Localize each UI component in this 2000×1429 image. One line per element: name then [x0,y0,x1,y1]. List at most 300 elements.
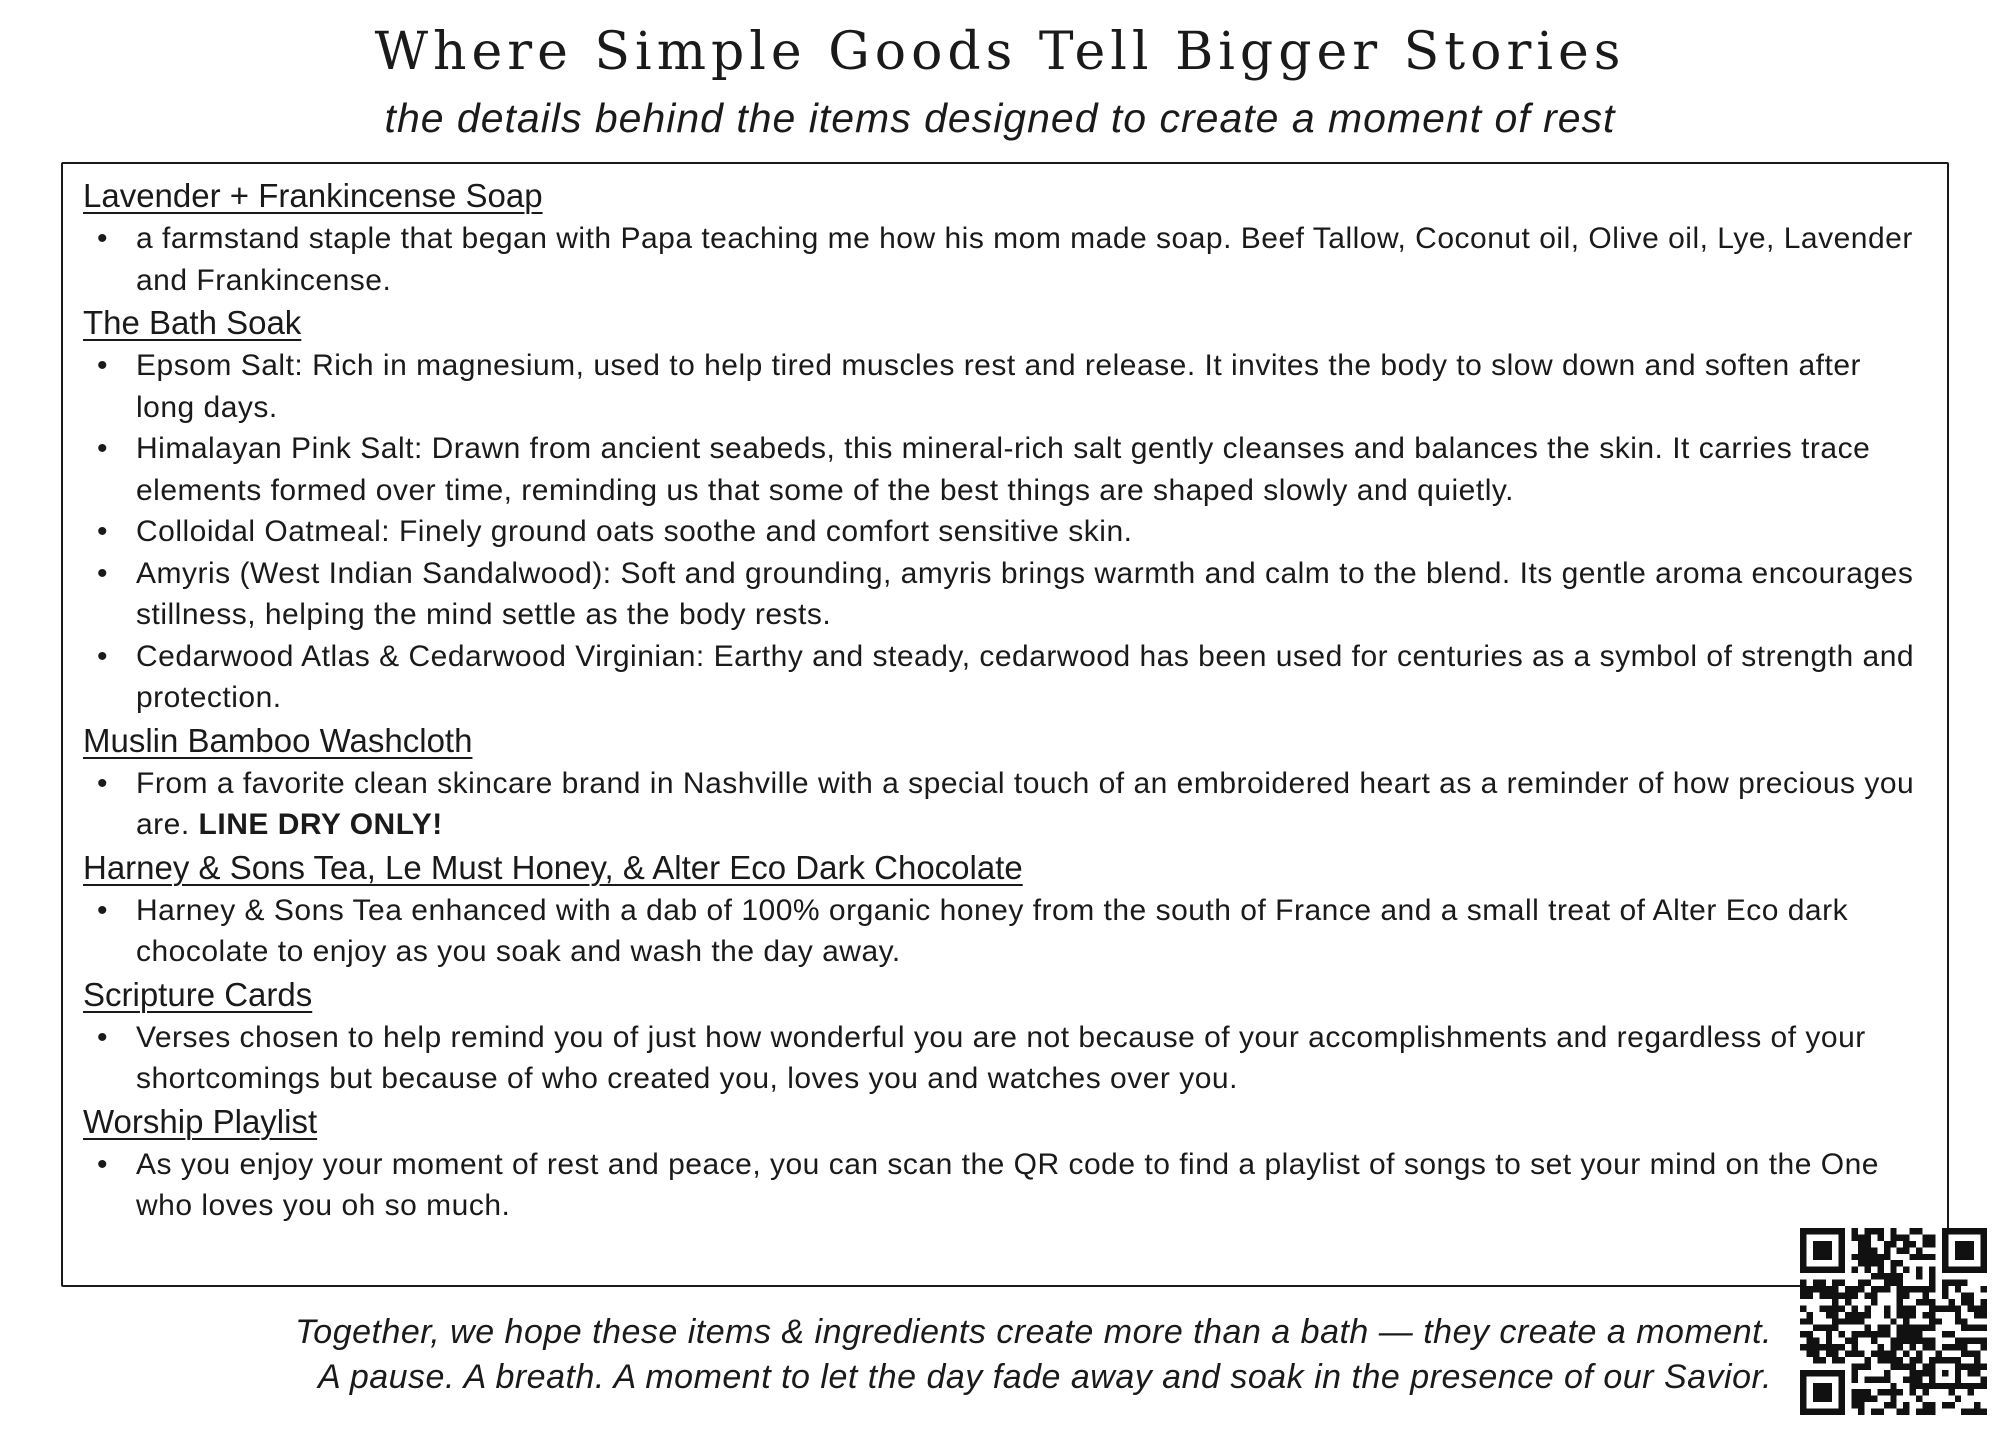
qr-module [1929,1267,1935,1273]
qr-module [1903,1286,1909,1292]
qr-module [1955,1305,1961,1311]
qr-module [1968,1409,1974,1415]
qr-module [1852,1344,1858,1350]
qr-module [1864,1396,1870,1402]
qr-module [1910,1254,1916,1260]
qr-module [1813,1338,1819,1344]
qr-module [1981,1344,1987,1350]
qr-module [1923,1389,1929,1395]
qr-module [1916,1331,1922,1337]
qr-module [1981,1305,1987,1311]
qr-module [1903,1363,1909,1369]
qr-module [1923,1383,1929,1389]
qr-module [1832,1299,1838,1305]
qr-module [1806,1351,1812,1357]
qr-module [1910,1286,1916,1292]
qr-module [1890,1389,1896,1395]
qr-module [1981,1299,1987,1305]
qr-module [1864,1280,1870,1286]
qr-module [1826,1325,1832,1331]
qr-module [1858,1331,1864,1337]
qr-module [1858,1318,1864,1324]
qr-module [1897,1338,1903,1344]
bullet-icon: • [97,432,109,465]
qr-module [1903,1305,1909,1311]
qr-module [1877,1325,1883,1331]
bullet-icon: • [97,349,109,382]
qr-module [1884,1273,1890,1279]
qr-module [1916,1286,1922,1292]
qr-module [1852,1351,1858,1357]
closing-message [295,1310,1772,1400]
section-heading: Worship Playlist [83,1102,318,1140]
qr-module [1929,1409,1935,1415]
details-card [61,162,1949,1287]
qr-module [1974,1338,1980,1344]
qr-module [1877,1273,1883,1279]
qr-module [1884,1351,1890,1357]
qr-module [1813,1383,1832,1402]
qr-module [1903,1234,1909,1240]
qr-module [1864,1260,1870,1266]
qr-module [1961,1351,1967,1357]
qr-module [1981,1286,1987,1292]
bullet-icon: • [97,766,109,800]
qr-module [1884,1312,1890,1318]
qr-module [1864,1267,1870,1273]
list-item-text: As you enjoy your moment of rest and peace, you can scan the QR code to find a playlist of songs to set your mind on the One who loves you oh so much. [136,1147,1879,1222]
qr-module [1800,1331,1806,1337]
qr-module [1910,1357,1916,1363]
qr-module [1845,1318,1851,1324]
qr-module [1929,1312,1935,1318]
qr-module [1839,1292,1845,1298]
qr-module [1813,1325,1819,1331]
qr-module [1832,1286,1838,1292]
qr-module [1955,1396,1961,1402]
qr-module [1916,1273,1922,1279]
qr-module [1884,1241,1890,1247]
qr-module [1871,1409,1877,1415]
qr-module [1858,1363,1864,1369]
qr-module [1884,1376,1890,1382]
list-item-text: Cedarwood Atlas & Cedarwood Virginian: Earthy and steady, cedarwood has been used for centuries as a symbol of strength and protection. [136,639,1915,714]
qr-module [1890,1267,1896,1273]
qr-module [1858,1254,1864,1260]
qr-module [1839,1331,1845,1337]
list-item-text: Colloidal Oatmeal: Finely ground oats soothe and comfort sensitive skin. [136,515,1133,548]
qr-module [1806,1312,1812,1318]
qr-module [1864,1247,1870,1253]
qr-module [1832,1325,1838,1331]
qr-module [1910,1312,1916,1318]
qr-module [1916,1338,1922,1344]
qr-module [1852,1292,1858,1298]
qr-module [1968,1363,1974,1369]
qr-module [1910,1370,1916,1376]
qr-module [1974,1305,1980,1311]
qr-module [1852,1363,1858,1369]
bullet-icon: • [97,1020,109,1054]
qr-module [1864,1363,1870,1369]
qr-module [1871,1292,1877,1298]
qr-module [1897,1247,1903,1253]
qr-module [1903,1402,1909,1408]
qr-module [1839,1344,1845,1350]
qr-module [1877,1344,1883,1350]
qr-module [1819,1286,1825,1292]
qr-module [1897,1234,1903,1240]
qr-module [1871,1228,1877,1234]
qr-module [1845,1292,1851,1298]
qr-module [1832,1280,1838,1286]
qr-module [1923,1325,1929,1331]
section-heading: Harney & Sons Tea, Le Must Honey, & Alter Eco Dark Chocolate [83,848,1023,886]
qr-module [1897,1344,1903,1350]
qr-module [1845,1299,1851,1305]
qr-module [1858,1260,1864,1266]
qr-module [1929,1344,1935,1350]
qr-module [1923,1241,1929,1247]
list-item [83,218,1927,301]
qr-module [1942,1344,1948,1350]
qr-module [1826,1338,1832,1344]
qr-module [1968,1370,1974,1376]
qr-module [1877,1357,1883,1363]
qr-module [1968,1383,1974,1389]
qr-module [1890,1396,1896,1402]
qr-module [1819,1292,1825,1298]
qr-module [1890,1357,1896,1363]
qr-module [1864,1389,1870,1395]
closing-line-1: Together, we hope these items & ingredients create more than a bath — they create a moment. [295,1313,1772,1351]
qr-module [1800,1280,1806,1286]
qr-module [1968,1338,1974,1344]
qr-module [1806,1344,1812,1350]
qr-module [1852,1234,1858,1240]
qr-module [1916,1370,1922,1376]
qr-module [1852,1228,1858,1234]
qr-module [1806,1331,1812,1337]
closing-line-2: A pause. A breath. A moment to let the day fade away and soak in the presence of our Savior. [317,1358,1772,1396]
qr-module [1884,1305,1890,1311]
qr-module [1981,1383,1987,1389]
qr-module [1884,1389,1890,1395]
qr-module [1877,1389,1883,1395]
qr-module [1929,1254,1935,1260]
qr-module [1897,1305,1903,1311]
qr-module [1877,1351,1883,1357]
qr-module [1864,1292,1870,1298]
qr-module [1948,1280,1954,1286]
qr-module [1839,1280,1845,1286]
qr-module [1852,1312,1858,1318]
qr-module [1897,1286,1903,1292]
qr-module [1819,1325,1825,1331]
qr-module [1942,1286,1948,1292]
qr-module [1923,1409,1929,1415]
qr-module [1800,1305,1806,1311]
qr-module [1916,1409,1922,1415]
qr-module [1981,1363,1987,1369]
qr-module [1897,1357,1903,1363]
qr-module [1903,1331,1909,1337]
qr-module [1916,1383,1922,1389]
qr-module [1852,1370,1858,1376]
qr-module [1929,1402,1935,1408]
qr-module [1819,1344,1825,1350]
qr-module [1929,1325,1935,1331]
qr-module [1942,1292,1948,1298]
qr-module [1852,1305,1858,1311]
qr-module [1916,1254,1922,1260]
list-item-text: Amyris (West Indian Sandalwood): Soft and grounding, amyris brings warmth and calm to the blend. Its gentle aroma encourages stillness, helping the mind settle as the body rests. [136,556,1914,631]
qr-module [1845,1351,1851,1357]
list-item-text: a farmstand staple that began with Papa teaching me how his mom made soap. Beef Tallow, Coconut oil, Olive oil, Lye, Lavender and Frankincense. [136,222,1913,297]
qr-module [1852,1338,1858,1344]
list-item [83,890,1927,973]
section-heading: Muslin Bamboo Washcloth [83,721,473,759]
qr-module [1948,1389,1954,1395]
qr-module [1942,1370,1948,1376]
qr-module [1923,1292,1929,1298]
qr-module [1910,1325,1916,1331]
qr-module [1942,1280,1948,1286]
qr-module [1890,1344,1896,1350]
qr-module [1884,1402,1890,1408]
qr-module [1916,1325,1922,1331]
qr-module [1852,1376,1858,1382]
qr-module [1923,1299,1929,1305]
qr-module [1903,1409,1909,1415]
qr-module [1929,1234,1935,1240]
qr-module [1955,1318,1961,1324]
qr-module [1961,1363,1967,1369]
list-item [83,511,1927,553]
qr-module [1935,1351,1941,1357]
qr-module [1903,1376,1909,1382]
qr-module [1890,1234,1896,1240]
qr-module [1877,1331,1883,1337]
list-item [83,1017,1927,1100]
qr-module [1910,1305,1916,1311]
list-item [83,763,1927,846]
bullet-icon: • [97,639,109,673]
qr-module [1929,1286,1935,1292]
bullet-icon: • [97,1147,109,1181]
qr-module [1974,1370,1980,1376]
qr-module [1916,1357,1922,1363]
qr-module [1955,1280,1961,1286]
qr-module [1903,1351,1909,1357]
qr-module [1877,1234,1883,1240]
qr-module [1916,1376,1922,1382]
list-item-text: From a favorite clean skincare brand in Nashville with a special touch of an embroidered heart as a reminder of how precious you are. [136,766,1915,841]
qr-module [1877,1254,1883,1260]
qr-module [1871,1376,1877,1382]
qr-module [1974,1351,1980,1357]
qr-module [1968,1351,1974,1357]
section-washcloth [83,719,1927,846]
bullet-icon: • [97,222,109,255]
qr-module [1884,1325,1890,1331]
qr-module [1981,1312,1987,1318]
qr-module [1910,1331,1916,1337]
qr-module [1858,1280,1864,1286]
qr-module [1813,1286,1819,1292]
qr-module [1871,1338,1877,1344]
list-item [83,636,1927,719]
qr-module [1910,1241,1916,1247]
qr-module [1981,1338,1987,1344]
qr-module [1813,1344,1819,1350]
list-item [83,428,1927,511]
qr-module [1981,1376,1987,1382]
qr-module [1890,1241,1896,1247]
qr-module [1858,1389,1864,1395]
qr-module [1806,1318,1812,1324]
qr-module [1839,1318,1845,1324]
qr-module [1800,1318,1806,1324]
qr-module [1935,1305,1941,1311]
qr-module [1923,1254,1929,1260]
qr-module [1968,1389,1974,1395]
qr-module [1871,1396,1877,1402]
qr-module [1877,1286,1883,1292]
qr-module [1871,1260,1877,1266]
qr-module [1903,1267,1909,1273]
qr-module [1871,1331,1877,1337]
qr-module [1832,1357,1838,1363]
qr-module [1852,1396,1858,1402]
qr-module [1916,1396,1922,1402]
qr-module [1974,1409,1980,1415]
list-item-text: Harney & Sons Tea enhanced with a dab of 100% organic honey from the south of France and a small treat of Alter Eco dark chocolate to enjoy as you soak and wash the day away. [136,893,1849,968]
qr-module [1897,1325,1903,1331]
qr-module [1961,1409,1967,1415]
qr-module [1852,1331,1858,1337]
qr-module [1916,1228,1922,1234]
qr-module [1974,1325,1980,1331]
qr-module [1877,1260,1883,1266]
qr-module [1890,1260,1896,1266]
qr-module [1832,1312,1838,1318]
qr-module [1832,1305,1838,1311]
qr-module [1890,1363,1896,1369]
qr-module [1890,1338,1896,1344]
qr-module [1819,1280,1825,1286]
qr-module [1884,1286,1890,1292]
qr-module [1877,1267,1883,1273]
qr-module [1910,1383,1916,1389]
qr-module [1858,1241,1864,1247]
qr-module [1858,1396,1864,1402]
qr-module [1813,1351,1819,1357]
qr-module [1800,1344,1806,1350]
list-item-text: Verses chosen to help remind you of just how wonderful you are not because of your accomplishments and regardless of your shortcomings but because of who created you, loves you and watches over you. [136,1020,1866,1095]
section-heading: Scripture Cards [83,975,313,1013]
qr-module [1929,1338,1935,1344]
qr-module [1910,1363,1916,1369]
qr-module [1819,1357,1825,1363]
qr-module [1974,1312,1980,1318]
qr-module [1852,1267,1858,1273]
qr-module [1884,1247,1890,1253]
qr-module [1858,1234,1864,1240]
list-item [83,553,1927,636]
qr-module [1826,1351,1832,1357]
qr-module [1916,1267,1922,1273]
qr-module [1974,1363,1980,1369]
qr-module [1916,1351,1922,1357]
qr-module [1884,1357,1890,1363]
qr-module [1806,1292,1812,1298]
qr-module [1897,1331,1903,1337]
qr-module [1890,1228,1896,1234]
qr-module [1923,1370,1929,1376]
qr-module [1955,1286,1961,1292]
qr-module [1903,1325,1909,1331]
qr-module [1858,1247,1864,1253]
qr-module [1884,1280,1890,1286]
qr-module [1845,1338,1851,1344]
qr-module [1858,1402,1864,1408]
list-item [83,1144,1927,1227]
qr-module [1948,1344,1954,1350]
qr-module [1961,1344,1967,1350]
qr-module [1974,1383,1980,1389]
qr-module [1961,1383,1967,1389]
section-soap [83,174,1927,301]
qr-module [1942,1305,1948,1311]
qr-module [1864,1331,1870,1337]
qr-module [1897,1389,1903,1395]
qr-module [1897,1260,1903,1266]
bullet-icon: • [97,515,109,548]
qr-module [1968,1292,1974,1298]
qr-module [1890,1280,1896,1286]
qr-module [1877,1376,1883,1382]
bullet-icon: • [97,556,109,590]
page-title: Where Simple Goods Tell Bigger Stories [374,22,1626,82]
qr-module [1864,1376,1870,1382]
qr-module [1852,1254,1858,1260]
qr-module [1968,1305,1974,1311]
qr-module [1890,1383,1896,1389]
section-heading: The Bath Soak [83,304,302,341]
qr-module [1929,1305,1935,1311]
qr-module [1916,1247,1922,1253]
qr-module [1832,1344,1838,1350]
qr-module [1968,1299,1974,1305]
qr-module [1852,1318,1858,1324]
qr-module [1923,1363,1929,1369]
qr-module [1981,1409,1987,1415]
qr-module [1903,1312,1909,1318]
qr-module [1845,1286,1851,1292]
qr-module [1961,1318,1967,1324]
section-worship-playlist [83,1100,1927,1227]
qr-module [1871,1247,1877,1253]
qr-module [1897,1409,1903,1415]
qr-module [1871,1351,1877,1357]
qr-module [1884,1331,1890,1337]
qr-module [1903,1241,1909,1247]
qr-module [1871,1299,1877,1305]
qr-module [1806,1286,1812,1292]
qr-module [1858,1409,1864,1415]
qr-code-icon[interactable] [1800,1228,1987,1415]
